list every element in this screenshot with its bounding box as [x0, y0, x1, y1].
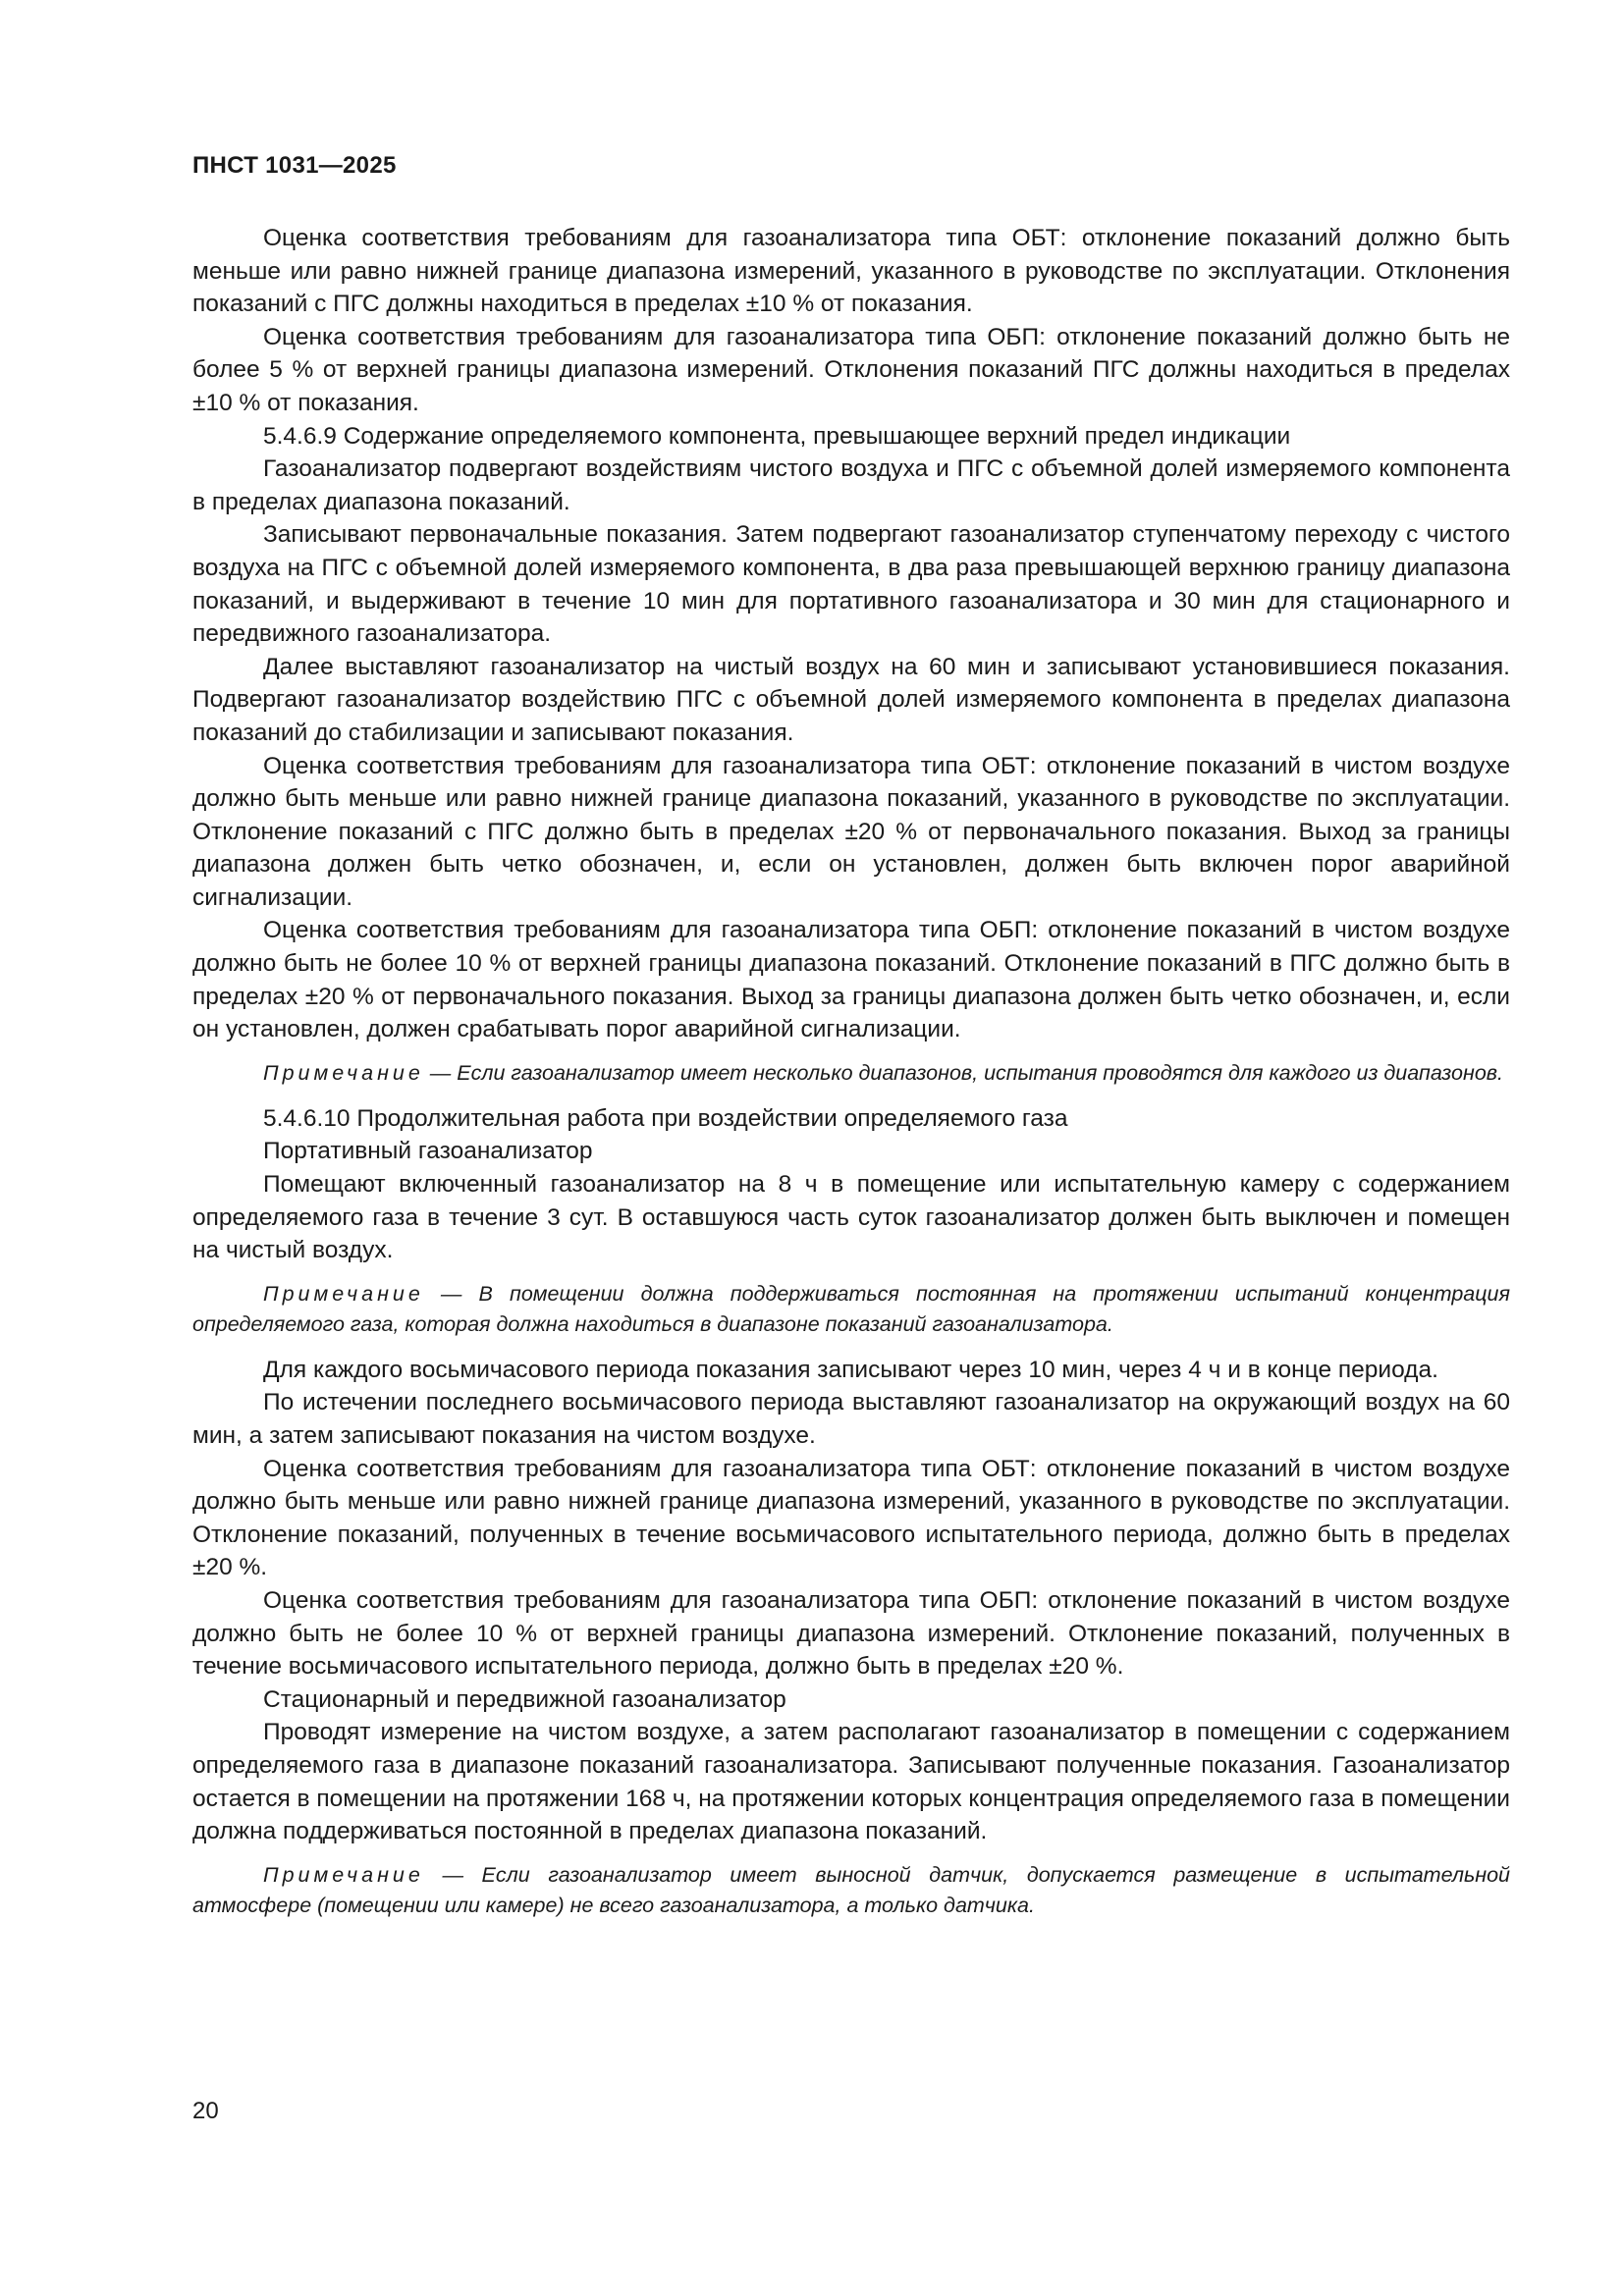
paragraph-obt-assessment: Оценка соответствия требованиям для газоанализатора типа ОБТ: отклонение показаний в чистом воздухе должно быть меньше или равно нижней границе диапазона показаний, указанного в руководстве по эксплуатации. Отклонение показаний с ПГС должно быть в пределах ±20 % от первоначального показания. Выход за границы диапазона должен быть четко обозначен, и, если он установлен, должен быть включен порог аварийной сигнализации. [192, 752, 1510, 911]
paragraph: Газоанализатор подвергают воздействиям чистого воздуха и ПГС с объемной долей измеряемого компонента в пределах диапазона показаний. [192, 455, 1510, 515]
section-heading-5-4-6-9: 5.4.6.9 Содержание определяемого компонента, превышающее верхний предел индикации [263, 422, 1291, 450]
paragraph: Помещают включенный газоанализатор на 8 ч в помещение или испытательную камеру с содержанием определяемого газа в течение 3 сут. В оставшуюся часть суток газоанализатор должен быть выключен и помещен на чистый воздух. [192, 1171, 1510, 1264]
note [192, 1058, 1510, 1089]
note-text: — Если газоанализатор имеет несколько диапазонов, испытания проводятся для каждого из диапазонов. [423, 1060, 1503, 1085]
paragraph-obp-assessment: Оценка соответствия требованиям для газоанализатора типа ОБП: отклонение показаний должно быть не более 5 % от верхней границы диапазона измерений. Отклонения показаний ПГС должны находиться в пределах ±10 % от показания. [192, 323, 1510, 416]
subheading-portable: Портативный газоанализатор [263, 1138, 593, 1165]
paragraph: Далее выставляют газоанализатор на чистый воздух на 60 мин и записывают установившиеся показания. Подвергают газоанализатор воздействию ПГС с объемной долей измеряемого компонента в пределах диапазона показаний до стабилизации и записывают показания. [192, 653, 1510, 746]
note [192, 1860, 1510, 1921]
note-label: Примечание [263, 1862, 424, 1887]
note-text: — Если газоанализатор имеет выносной датчик, допускается размещение в испытательной атмосфере (помещении или камере) не всего газоанализатора, а только датчика. [192, 1862, 1510, 1917]
paragraph: По истечении последнего восьмичасового периода выставляют газоанализатор на окружающий воздух на 60 мин, а затем записывают показания на чистом воздухе. [192, 1389, 1510, 1449]
paragraph: Для каждого восьмичасового периода показания записывают через 10 мин, через 4 ч и в конце периода. [263, 1356, 1438, 1383]
note-label: Примечание [263, 1060, 424, 1085]
subheading-stationary: Стационарный и передвижной газоанализатор [263, 1685, 786, 1713]
document-body [192, 222, 1510, 1935]
paragraph-obp-assessment: Оценка соответствия требованиям для газоанализатора типа ОБП: отклонение показаний в чистом воздухе должно быть не более 10 % от верхней границы диапазона показаний. Отклонение показаний в ПГС должно быть в пределах ±20 % от первоначального показания. Выход за границы диапазона должен быть четко обозначен, и, если он установлен, должен срабатывать порог аварийной сигнализации. [192, 917, 1510, 1043]
document-header: ПНСТ 1031—2025 [192, 152, 397, 179]
paragraph: Записывают первоначальные показания. Затем подвергают газоанализатор ступенчатому переходу с чистого воздуха на ПГС с объемной долей измеряемого компонента, в два раза превышающей верхнюю границу диапазона показаний, и выдерживают в течение 10 мин для портативного газоанализатора и 30 мин для стационарного и передвижного газоанализатора. [192, 521, 1510, 648]
note-label: Примечание [263, 1281, 424, 1306]
section-heading-5-4-6-10: 5.4.6.10 Продолжительная работа при воздействии определяемого газа [263, 1104, 1068, 1132]
note [192, 1279, 1510, 1340]
paragraph: Проводят измерение на чистом воздухе, а затем располагают газоанализатор в помещении с содержанием определяемого газа в диапазоне показаний газоанализатора. Записывают полученные показания. Газоанализатор остается в помещении на протяжении 168 ч, на протяжении которых концентрация определяемого газа в помещении должна поддерживаться постоянной в пределах диапазона показаний. [192, 1719, 1510, 1845]
page-number: 20 [192, 2098, 219, 2124]
paragraph-obp-assessment: Оценка соответствия требованиям для газоанализатора типа ОБП: отклонение показаний в чистом воздухе должно быть не более 10 % от верхней границы диапазона измерений. Отклонение показаний, полученных в течение восьмичасового испытательного периода, должно быть в пределах ±20 %. [192, 1586, 1510, 1681]
paragraph-obt-assessment: Оценка соответствия требованиям для газоанализатора типа ОБТ: отклонение показаний должно быть меньше или равно нижней границе диапазона измерений, указанного в руководстве по эксплуатации. Отклонения показаний с ПГС должны находиться в пределах ±10 % от показания. [192, 225, 1510, 318]
paragraph-obt-assessment: Оценка соответствия требованиям для газоанализатора типа ОБТ: отклонение показаний в чистом воздухе должно быть меньше или равно нижней границе диапазона измерений, указанного в руководстве по эксплуатации. Отклонение показаний, полученных в течение восьмичасового испытательного периода, должно быть в пределах ±20 %. [192, 1455, 1510, 1581]
note-text: — В помещении должна поддерживаться постоянная на протяжении испытаний концентрация определяемого газа, которая должна находиться в диапазоне показаний газоанализатора. [192, 1281, 1510, 1336]
